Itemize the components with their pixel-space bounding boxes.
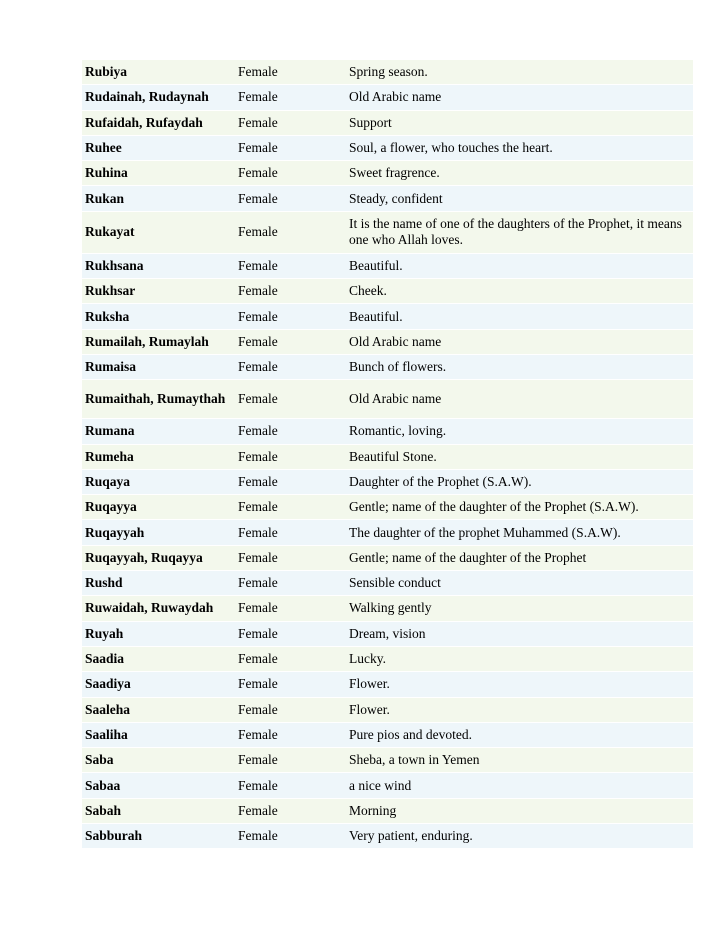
gender-cell: Female <box>235 419 346 443</box>
table-row <box>82 520 693 544</box>
meaning-cell: Morning <box>346 799 693 823</box>
table-row <box>82 622 693 646</box>
table-row <box>82 254 693 278</box>
gender-cell: Female <box>235 596 346 620</box>
table-row <box>82 470 693 494</box>
name-cell: Saba <box>82 748 235 772</box>
meaning-cell: Pure pios and devoted. <box>346 723 693 747</box>
gender-cell: Female <box>235 647 346 671</box>
meaning-cell: Flower. <box>346 698 693 722</box>
name-cell: Ruhina <box>82 161 235 185</box>
name-cell: Sabburah <box>82 824 235 848</box>
table-row <box>82 723 693 747</box>
name-cell: Rumana <box>82 419 235 443</box>
meaning-cell: Very patient, enduring. <box>346 824 693 848</box>
table-row <box>82 161 693 185</box>
table-row <box>82 647 693 671</box>
gender-cell: Female <box>235 212 346 253</box>
name-cell: Ruqaya <box>82 470 235 494</box>
meaning-cell: Daughter of the Prophet (S.A.W). <box>346 470 693 494</box>
table-row <box>82 824 693 848</box>
name-cell: Rumailah, Rumaylah <box>82 330 235 354</box>
meaning-cell: Support <box>346 111 693 135</box>
meaning-cell: Sheba, a town in Yemen <box>346 748 693 772</box>
meaning-cell: It is the name of one of the daughters of the Prophet, it means one who Allah loves. <box>346 212 693 253</box>
table-row <box>82 799 693 823</box>
gender-cell: Female <box>235 495 346 519</box>
meaning-cell: Old Arabic name <box>346 380 693 418</box>
table-row <box>82 279 693 303</box>
table-row <box>82 212 693 253</box>
gender-cell: Female <box>235 672 346 696</box>
table-row <box>82 419 693 443</box>
table-row <box>82 186 693 210</box>
name-cell: Ruqayyah <box>82 520 235 544</box>
table-row <box>82 380 693 418</box>
name-cell: Sabaa <box>82 773 235 797</box>
table-row <box>82 111 693 135</box>
gender-cell: Female <box>235 136 346 160</box>
table-row <box>82 60 693 84</box>
gender-cell: Female <box>235 546 346 570</box>
gender-cell: Female <box>235 445 346 469</box>
gender-cell: Female <box>235 279 346 303</box>
name-cell: Saadiya <box>82 672 235 696</box>
names-table-body <box>82 60 693 848</box>
name-cell: Rukhsar <box>82 279 235 303</box>
table-row <box>82 85 693 109</box>
meaning-cell: The daughter of the prophet Muhammed (S.A.W). <box>346 520 693 544</box>
gender-cell: Female <box>235 520 346 544</box>
meaning-cell: Gentle; name of the daughter of the Prophet (S.A.W). <box>346 495 693 519</box>
meaning-cell: Flower. <box>346 672 693 696</box>
gender-cell: Female <box>235 330 346 354</box>
gender-cell: Female <box>235 380 346 418</box>
name-cell: Rufaidah, Rufaydah <box>82 111 235 135</box>
name-cell: Ruqayyah, Ruqayya <box>82 546 235 570</box>
gender-cell: Female <box>235 355 346 379</box>
meaning-cell: Lucky. <box>346 647 693 671</box>
name-cell: Rumaithah, Rumaythah <box>82 380 235 418</box>
table-row <box>82 571 693 595</box>
meaning-cell: Cheek. <box>346 279 693 303</box>
gender-cell: Female <box>235 773 346 797</box>
meaning-cell: Bunch of flowers. <box>346 355 693 379</box>
meaning-cell: Soul, a flower, who touches the heart. <box>346 136 693 160</box>
meaning-cell: Beautiful. <box>346 254 693 278</box>
gender-cell: Female <box>235 254 346 278</box>
gender-cell: Female <box>235 748 346 772</box>
table-row <box>82 546 693 570</box>
meaning-cell: Sensible conduct <box>346 571 693 595</box>
gender-cell: Female <box>235 60 346 84</box>
meaning-cell: Walking gently <box>346 596 693 620</box>
table-row <box>82 495 693 519</box>
meaning-cell: Sweet fragrence. <box>346 161 693 185</box>
gender-cell: Female <box>235 111 346 135</box>
meaning-cell: a nice wind <box>346 773 693 797</box>
name-cell: Rukan <box>82 186 235 210</box>
table-row <box>82 672 693 696</box>
table-row <box>82 596 693 620</box>
gender-cell: Female <box>235 824 346 848</box>
table-row <box>82 330 693 354</box>
table-row <box>82 748 693 772</box>
name-cell: Ruyah <box>82 622 235 646</box>
name-cell: Rudainah, Rudaynah <box>82 85 235 109</box>
meaning-cell: Beautiful Stone. <box>346 445 693 469</box>
table-row <box>82 355 693 379</box>
meaning-cell: Beautiful. <box>346 304 693 328</box>
name-cell: Saadia <box>82 647 235 671</box>
meaning-cell: Gentle; name of the daughter of the Prophet <box>346 546 693 570</box>
name-cell: Rubiya <box>82 60 235 84</box>
meaning-cell: Old Arabic name <box>346 330 693 354</box>
name-cell: Ruksha <box>82 304 235 328</box>
meaning-cell: Dream, vision <box>346 622 693 646</box>
meaning-cell: Steady, confident <box>346 186 693 210</box>
table-row <box>82 136 693 160</box>
name-cell: Ruhee <box>82 136 235 160</box>
gender-cell: Female <box>235 186 346 210</box>
name-cell: Rushd <box>82 571 235 595</box>
gender-cell: Female <box>235 161 346 185</box>
table-row <box>82 304 693 328</box>
table-row <box>82 773 693 797</box>
gender-cell: Female <box>235 470 346 494</box>
meaning-cell: Romantic, loving. <box>346 419 693 443</box>
table-row <box>82 445 693 469</box>
gender-cell: Female <box>235 723 346 747</box>
name-cell: Ruwaidah, Ruwaydah <box>82 596 235 620</box>
name-cell: Rukayat <box>82 212 235 253</box>
name-cell: Sabah <box>82 799 235 823</box>
names-table <box>82 59 693 849</box>
gender-cell: Female <box>235 85 346 109</box>
table-row <box>82 698 693 722</box>
gender-cell: Female <box>235 622 346 646</box>
name-cell: Rumaisa <box>82 355 235 379</box>
name-cell: Saaleha <box>82 698 235 722</box>
name-cell: Rukhsana <box>82 254 235 278</box>
gender-cell: Female <box>235 698 346 722</box>
meaning-cell: Spring season. <box>346 60 693 84</box>
name-cell: Saaliha <box>82 723 235 747</box>
meaning-cell: Old Arabic name <box>346 85 693 109</box>
name-cell: Ruqayya <box>82 495 235 519</box>
gender-cell: Female <box>235 799 346 823</box>
gender-cell: Female <box>235 304 346 328</box>
name-cell: Rumeha <box>82 445 235 469</box>
gender-cell: Female <box>235 571 346 595</box>
